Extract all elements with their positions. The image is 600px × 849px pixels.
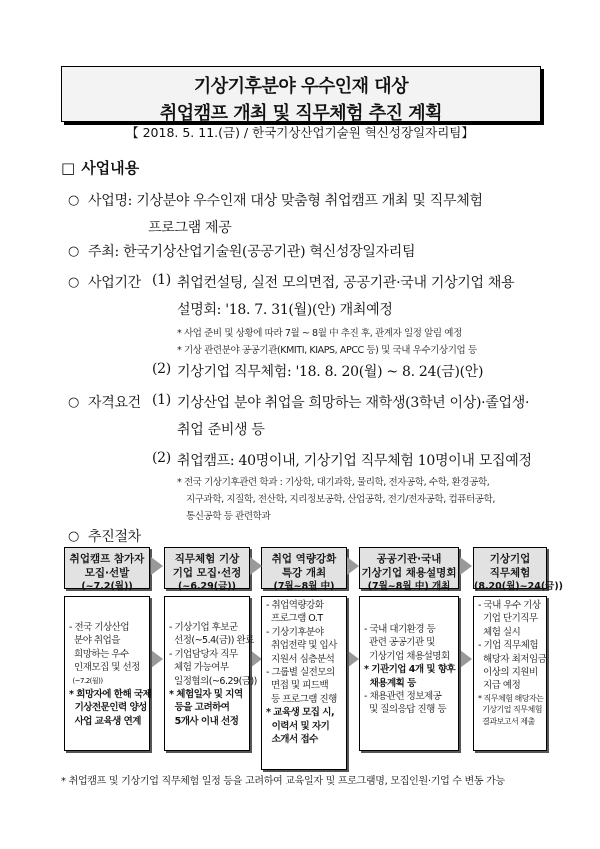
flow-header-1-line-2: 모집·선발 xyxy=(84,567,130,579)
flow-1-line: 사업 교육생 연계 xyxy=(69,715,141,727)
project-name-label: 사업명: xyxy=(88,193,133,209)
flow-4-line: - 국내 대기환경 등 xyxy=(364,624,436,635)
flow-5-line: 기업 단기직무 xyxy=(478,613,538,625)
bullet-period: ○ xyxy=(68,275,80,290)
flow-body-3 xyxy=(261,596,347,770)
flow-5-line: 체험 실시 xyxy=(478,626,521,638)
flow-header-5-line-3: (8.20(월)~24(금)) xyxy=(474,581,564,592)
flow-3-line: - 기상기후분야 xyxy=(266,626,324,638)
qual-2-num: (2) xyxy=(152,450,171,466)
flow-1-line: 분야 취업을 xyxy=(69,635,120,647)
flow-arrow-7 xyxy=(347,650,359,668)
flow-header-4 xyxy=(359,547,459,592)
flow-1-line: 기상전문인력 양성 xyxy=(69,702,147,714)
title-line-2: 취업캠프 개최 및 직무체험 추진 계획 xyxy=(159,103,443,124)
flow-header-1 xyxy=(64,547,150,592)
flow-2-line: * 체험일자 및 지역 xyxy=(169,689,243,701)
flow-header-4-line-3: (7월~8월 中) 개최 xyxy=(367,581,451,592)
period-note-1: * 사업 준비 및 상황에 따라 7월 ~ 8월 中 추진 후, 관계자 일정 알림 예정 xyxy=(177,328,462,339)
flow-3-line: 지원서 심층분석 xyxy=(266,653,335,665)
flow-4-line: 관련 공공기관 및 xyxy=(364,637,435,649)
flow-arrow-2 xyxy=(250,557,262,575)
flow-4-line: 기상기업 채용설명회 xyxy=(364,650,450,662)
flow-5-line: * 직무체험 해당자는 xyxy=(478,693,544,703)
flow-3-line: 이력서 및 자기 xyxy=(266,720,330,732)
section-heading xyxy=(61,157,139,178)
flow-5-line: 해당자 최저임금 xyxy=(478,653,547,665)
flow-1-line: 인재모집 및 선정 xyxy=(69,662,140,674)
subtitle: 【 2018. 5. 11.(금) / 한국기상산업기술원 혁신성장일자리팀】 xyxy=(126,125,474,140)
period-2-text: 기상기업 직무체험: '18. 8. 20(월) ~ 8. 24(금)(안) xyxy=(177,364,484,380)
flow-header-5-line-1: 기상기업 xyxy=(489,553,531,565)
bullet-name: ○ xyxy=(68,193,80,208)
flow-arrow-1 xyxy=(151,557,163,575)
flow-header-2-line-2: 기업 모집·선정 xyxy=(172,567,242,579)
flow-header-1-line-1: 취업캠프 참가자 xyxy=(69,553,145,565)
qual-label: 자격요건 xyxy=(88,395,141,411)
flow-header-2 xyxy=(164,547,250,592)
period-1-num: (1) xyxy=(152,272,171,288)
flow-header-3 xyxy=(261,547,347,592)
title-box xyxy=(61,66,541,122)
section-title: 사업내용 xyxy=(81,159,140,177)
flow-arrow-8 xyxy=(460,650,472,668)
qual-1-text-b: 취업 준비생 등 xyxy=(177,422,265,438)
flow-arrow-5 xyxy=(151,650,163,668)
period-2-num: (2) xyxy=(152,361,171,377)
flow-2-line: 5개사 이내 선정 xyxy=(169,715,239,727)
flow-header-4-line-2: 기상기업 채용설명회 xyxy=(361,567,457,579)
flow-4-line: * 기관기업 4개 및 향후 xyxy=(364,664,456,676)
bullet-proc: ○ xyxy=(68,529,80,544)
flow-1-line: * 희망자에 한해 국제 xyxy=(69,689,152,701)
project-name-line-1 xyxy=(88,190,483,210)
flow-2-line: 일정협의(~6.29(금)) xyxy=(169,675,257,687)
flow-header-3-line-1: 취업 역량강화 xyxy=(271,553,337,565)
flow-arrow-4 xyxy=(460,557,472,575)
bullet-qual: ○ xyxy=(68,395,80,410)
flow-arrow-3 xyxy=(347,557,359,575)
flow-header-5-line-2: 직무체험 xyxy=(489,567,531,579)
flow-2-line: - 기업담당자 직무 xyxy=(169,648,238,660)
qual-note-3: 통신공학 등 관련학과 xyxy=(186,511,271,522)
flow-body-1 xyxy=(64,596,150,751)
flow-1-line: - 전국 기상산업 xyxy=(69,622,130,633)
flow-header-5 xyxy=(473,547,564,592)
title-line-1: 기상기후분야 우수인재 대상 xyxy=(193,76,409,97)
project-name-value-1: 기상분야 우수인재 대상 맞춤형 취업캠프 개최 및 직무체험 xyxy=(136,193,483,209)
period-1-text-a: 취업컨설팅, 실전 모의면접, 공공기관·국내 기상기업 채용 xyxy=(177,275,515,291)
flow-1-line: 희망하는 우수 xyxy=(69,648,129,660)
flow-3-line: * 교육생 모집 시, xyxy=(266,707,335,719)
host-value: 한국기상산업기술원(공공기관) 혁신성장일자리팀 xyxy=(123,244,416,260)
flow-header-1-line-3: (~7.2(월)) xyxy=(81,581,133,592)
period-label: 사업기간 xyxy=(88,275,141,291)
flow-header-2-line-1: 직무체험 기상 xyxy=(174,553,240,565)
flow-5-line: 결과보고서 제출 xyxy=(478,716,535,726)
flow-4-line: - 채용관련 정보제공 xyxy=(364,691,442,703)
flow-5-line: - 국내 우수 기상 xyxy=(478,600,541,611)
flow-4-line: 채용계획 등 xyxy=(364,677,416,689)
section-marker: □ xyxy=(61,159,76,177)
flow-3-line: - 그룹별 실전모의 xyxy=(266,667,335,679)
flow-4-line: 및 질의응답 진행 등 xyxy=(364,704,447,716)
flow-body-5 xyxy=(473,596,547,751)
flow-1-line: (~7.2(월)) xyxy=(69,676,103,685)
flow-body-2 xyxy=(164,596,257,751)
project-name-value-2: 프로그램 제공 xyxy=(148,220,232,236)
qual-2-text: 취업캠프: 40명이내, 기상기업 직무체험 10명이내 모집예정 xyxy=(177,453,532,469)
flow-3-line: 프로그램 O.T xyxy=(266,613,323,625)
qual-1-text-a: 기상산업 분야 취업을 희망하는 재학생(3학년 이상)·졸업생· xyxy=(177,395,530,411)
period-note-2: * 기상 관련분야 공공기관(KMITI, KIAPS, APCC 등) 및 국내 우수기상기업 등 xyxy=(177,345,477,356)
period-1-text-b: 설명회: '18. 7. 31(월)(안) 개최예정 xyxy=(177,302,393,318)
host-label: 주최: xyxy=(88,244,119,260)
flow-3-line: 면접 및 피드백 xyxy=(266,680,329,692)
flow-5-line: 이상의 지원비 xyxy=(478,667,538,679)
host-line xyxy=(88,241,415,261)
flow-5-line: - 기업 직무체험 xyxy=(478,640,539,652)
flow-3-line: - 취업역량강화 xyxy=(266,600,324,611)
flow-header-3-line-2: 특강 개최 xyxy=(281,567,327,579)
flow-2-line: 등을 고려하여 xyxy=(169,702,230,714)
flow-header-4-line-1: 공공기관·국내 xyxy=(376,553,442,565)
flow-header-2-line-3: (~6.29(금)) xyxy=(178,581,236,592)
flow-3-line: 등 프로그램 진행 xyxy=(266,693,337,705)
proc-label: 추진절차 xyxy=(88,529,141,545)
flow-5-line: 기상기업 직무체험 xyxy=(478,705,542,715)
footnote: * 취업캠프 및 기상기업 직무체험 일정 등을 고려하여 교육일자 및 프로그램명, 모집인원·기업 수 변동 가능 xyxy=(61,776,505,787)
flow-2-line: 선정(~5.4(금)) 완료 xyxy=(169,635,254,647)
qual-1-num: (1) xyxy=(152,392,171,408)
qual-note-2: 지구과학, 지질학, 전산학, 지리정보공학, 산업공학, 전기/전자공학, 컴퓨터공학, xyxy=(186,494,495,505)
flow-3-line: 소개서 접수 xyxy=(266,734,318,746)
qual-note-1: * 전국 기상기후관련 학과 : 기상학, 대기과학, 물리학, 전자공학, 수학, 환경공학, xyxy=(177,477,490,488)
flow-2-line: 체험 가능여부 xyxy=(169,662,229,674)
flow-3-line: 취업전략 및 입사 xyxy=(266,640,337,652)
flow-2-line: - 기상기업 후보군 xyxy=(169,622,238,633)
bullet-host: ○ xyxy=(68,244,80,259)
flow-header-3-line-3: (7월~8월 中) xyxy=(273,581,335,592)
flow-body-4 xyxy=(359,596,459,751)
flow-5-line: 지급 예정 xyxy=(478,680,521,692)
